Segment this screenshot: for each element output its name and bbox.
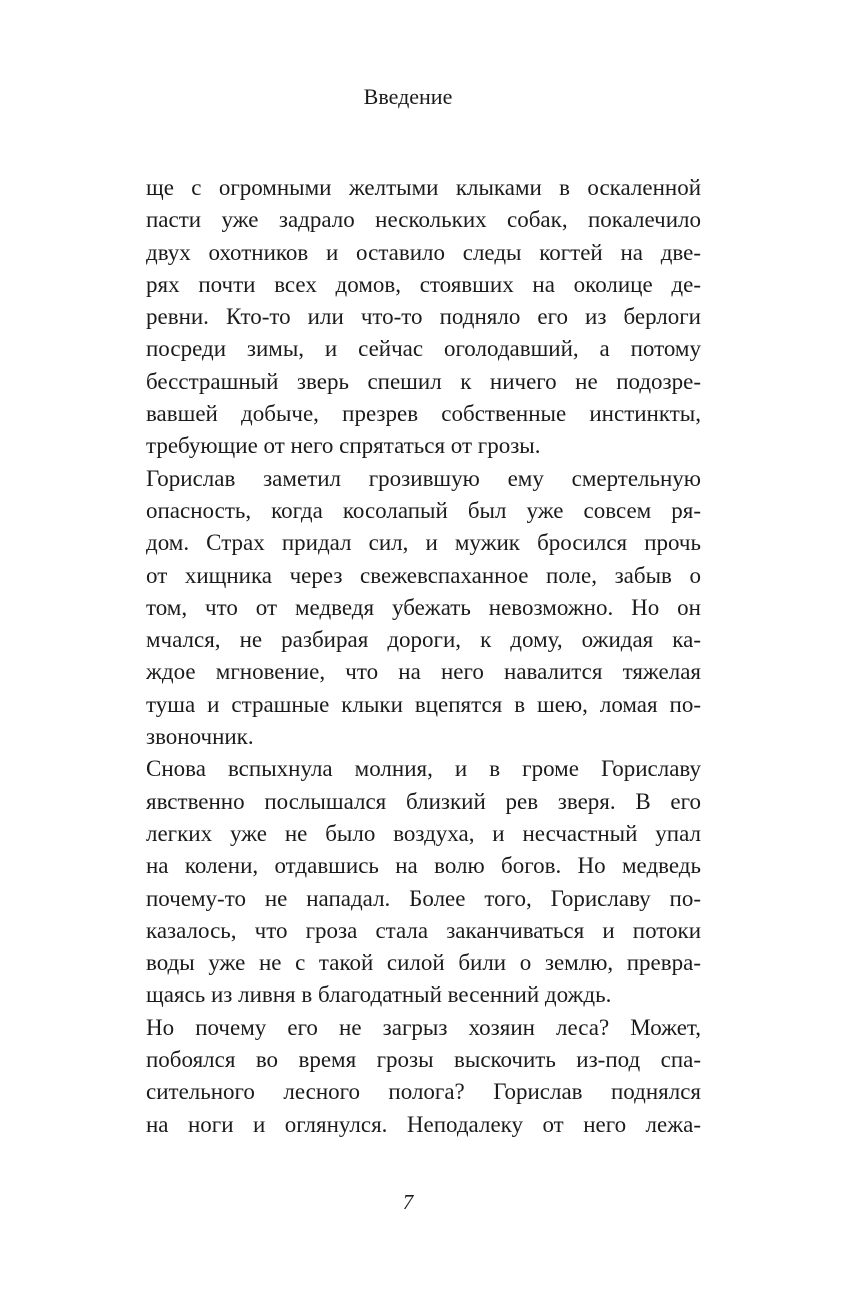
text-line: ждое мгновение, что на него навалится тяжелая <box>146 659 701 685</box>
text-line: щаясь из ливня в благодатный весенний дождь. <box>146 982 612 1008</box>
text-line: на колени, отдавшись на волю богов. Но медведь <box>146 853 701 879</box>
text-line: легких уже не было воздуха, и несчастный упал <box>146 820 701 846</box>
text-line: том, что от медведя убежать невозможно. Но он <box>146 594 701 620</box>
text-line: двух охотников и оставило следы когтей на две- <box>146 239 701 265</box>
text-line: пасти уже задрало нескольких собак, покалечило <box>146 207 701 233</box>
text-line: побоялся во время грозы выскочить из-под спа- <box>146 1047 701 1073</box>
body-text <box>146 172 701 1141</box>
chapter-title: Введение <box>363 84 453 109</box>
text-line: Горислав заметил грозившую ему смертельную <box>146 465 701 491</box>
text-line: посреди зимы, и сейчас оголодавший, а потому <box>146 336 701 362</box>
text-line: вавшей добыче, презрев собственные инстинкты, <box>146 401 701 427</box>
text-line: требующие от него спрятаться от грозы. <box>146 433 541 459</box>
paragraph <box>146 463 701 754</box>
text-line: опасность, когда косолапый был уже совсем ря- <box>146 497 701 523</box>
text-line: Снова вспыхнула молния, и в громе Гориславу <box>146 756 701 782</box>
paragraph <box>146 753 701 1011</box>
text-line: воды уже не с такой силой били о землю, превра- <box>146 950 701 976</box>
text-line: ще с огромными желтыми клыками в оскаленной <box>146 175 701 200</box>
text-line: от хищника через свежевспаханное поле, забыв о <box>146 562 701 588</box>
text-line: почему-то не нападал. Более того, Гориславу по- <box>146 885 701 911</box>
text-line: дом. Страх придал сил, и мужик бросился прочь <box>146 530 701 556</box>
text-line: ревни. Кто-то или что-то подняло его из берлоги <box>146 304 701 330</box>
text-line: сительного лесного полога? Горислав поднялся <box>146 1079 701 1105</box>
text-line: явственно послышался близкий рев зверя. В его <box>146 788 701 814</box>
text-line: бесстрашный зверь спешил к ничего не подозре- <box>146 368 701 394</box>
paragraph <box>146 172 701 463</box>
text-line: мчался, не разбирая дороги, к дому, ожидая ка- <box>146 627 701 653</box>
page-number: 7 <box>402 1190 414 1214</box>
text-line: звоночник. <box>146 724 254 750</box>
text-line: Но почему его не загрыз хозяин леса? Может, <box>146 1014 701 1040</box>
text-line: казалось, что гроза стала заканчиваться и потоки <box>146 917 701 943</box>
paragraph <box>146 1012 701 1141</box>
text-line: на ноги и оглянулся. Неподалеку от него лежа- <box>146 1111 701 1137</box>
text-line: рях почти всех домов, стоявших на околице де- <box>146 271 701 297</box>
text-line: туша и страшные клыки вцепятся в шею, ломая по- <box>146 691 701 717</box>
